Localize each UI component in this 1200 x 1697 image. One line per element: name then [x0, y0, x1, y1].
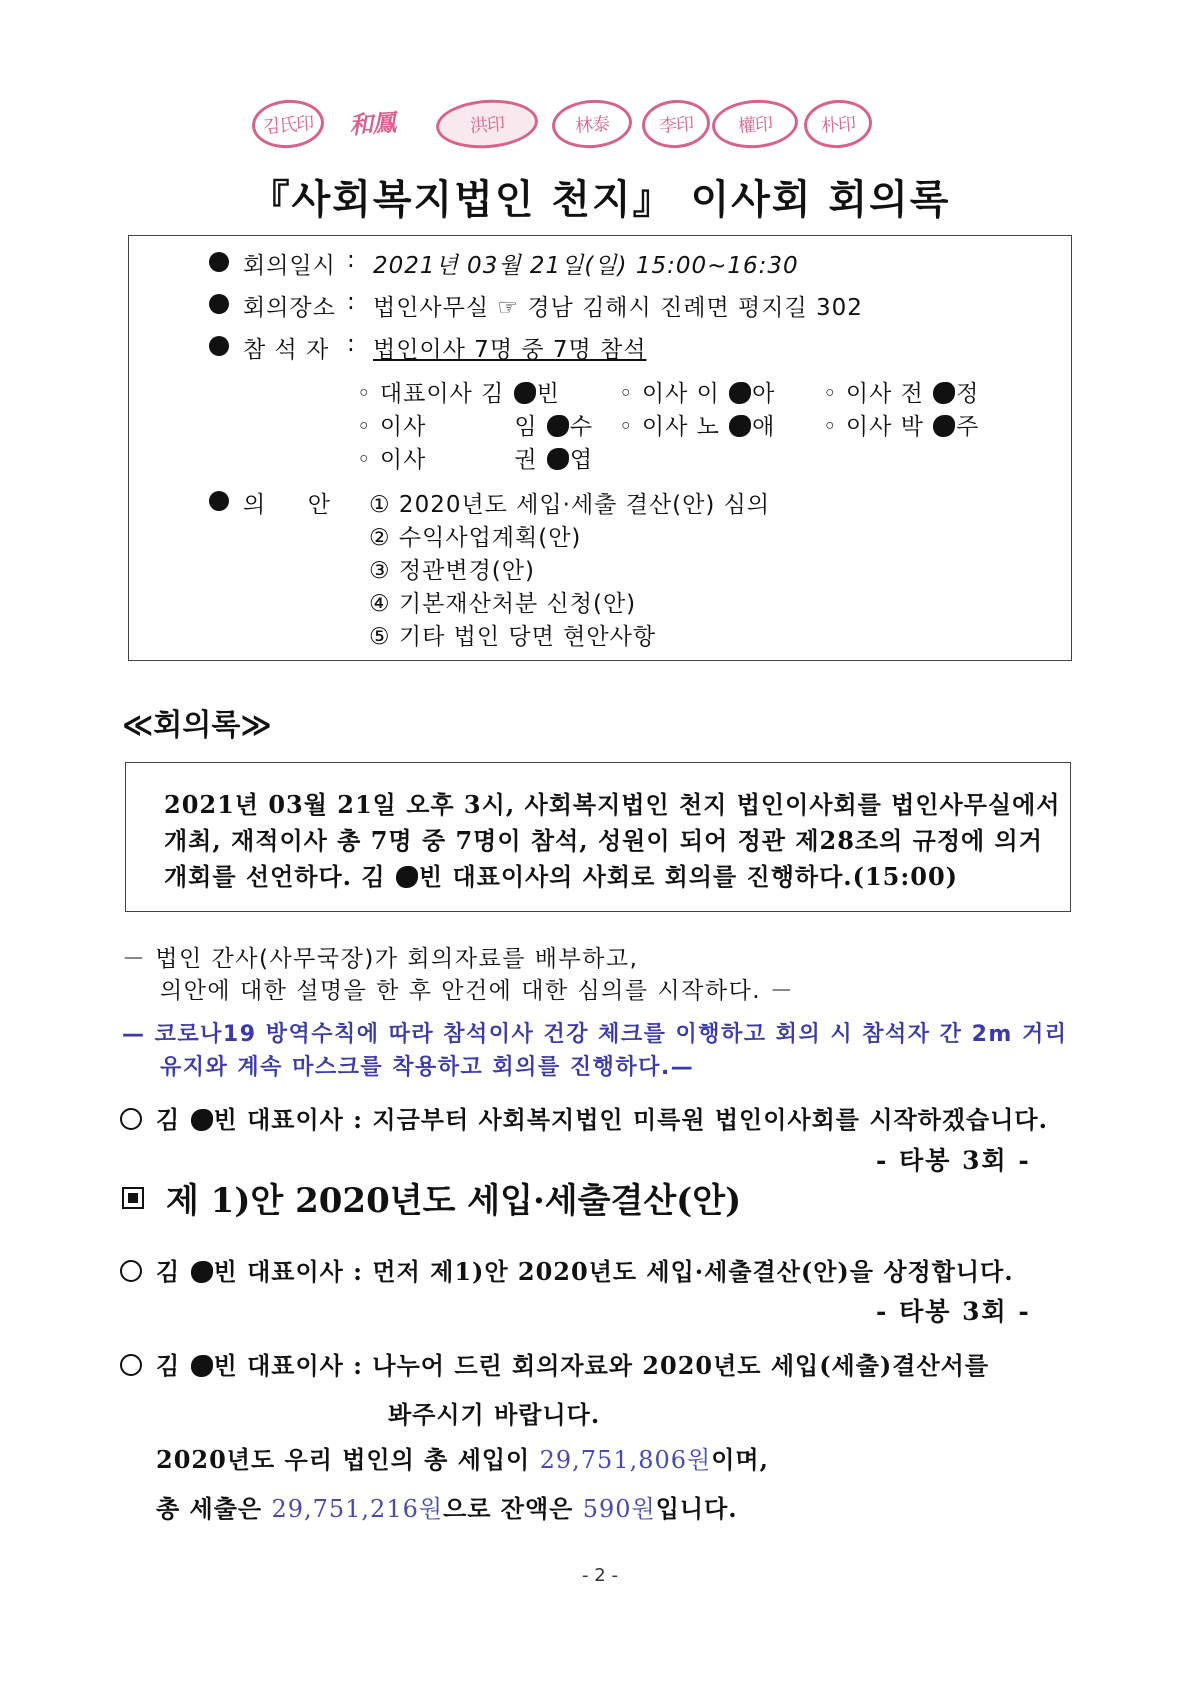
balance-amount: 590원: [582, 1495, 656, 1523]
note-line: 의안에 대한 설명을 한 후 안건에 대한 심의를 시작하다. －: [160, 978, 795, 1004]
covid-note: 유지와 계속 마스크를 착용하고 회의를 진행하다.—: [160, 1055, 695, 1080]
agenda-item: ③ 정관변경(안): [369, 558, 535, 584]
income-line: 2020년도 우리 법인의 총 세입이 29,751,806원이며,: [156, 1445, 769, 1474]
minutes-heading: ≪회의록≫: [122, 708, 272, 743]
attendee: ◦ 이사 박 주: [823, 414, 980, 440]
seal-stamp: 李印: [640, 98, 711, 151]
redaction-mark: [514, 382, 536, 404]
opening-summary-box: [125, 762, 1071, 912]
speech-line: 김 빈 대표이사 : 먼저 제1)안 2020년도 세입·세출결산(안)을 상정합니다.: [120, 1252, 1014, 1287]
summary-line: 2021년 03월 21일 오후 3시, 사회복지법인 천지 법인이사회를 법인사무실에서: [164, 790, 1061, 819]
attendee: ◦ 이사 노 애: [619, 414, 776, 440]
seal-stamp: 洪印: [434, 97, 539, 152]
square-bullet-icon: [122, 1187, 144, 1209]
expense-amount: 29,751,216원: [271, 1495, 444, 1523]
redaction-mark: [933, 415, 955, 437]
attendee: ◦ 이사 이 아: [619, 381, 776, 407]
colon: :: [347, 289, 356, 315]
bullet-icon: [209, 294, 229, 314]
agenda-item: ② 수익사업계획(안): [369, 525, 582, 551]
redaction-mark: [191, 1261, 213, 1283]
speech-line: 김 빈 대표이사 : 지금부터 사회복지법인 미륵원 법인이사회를 시작하겠습니다.: [120, 1100, 1048, 1135]
redaction-mark: [191, 1109, 213, 1131]
attendee: ◦ 이사 임 수: [357, 414, 594, 440]
place-label: 회의장소: [243, 295, 336, 321]
attendees-label: 참 석 자: [243, 337, 330, 363]
circle-bullet-icon: [120, 1108, 142, 1130]
agenda-item: ① 2020년도 세입·세출 결산(안) 심의: [369, 492, 771, 518]
date-value: 2021년 03월 21일(일) 15:00~16:30: [373, 253, 799, 279]
redaction-mark: [191, 1355, 213, 1377]
redaction-mark: [396, 866, 418, 888]
expense-line: 총 세출은 29,751,216원으로 잔액은 590원입니다.: [156, 1494, 738, 1523]
circle-bullet-icon: [120, 1354, 142, 1376]
speech-line: 김 빈 대표이사 : 나누어 드린 회의자료와 2020년도 세입(세출)결산서를: [120, 1346, 989, 1381]
seal-stamp: 朴印: [802, 98, 873, 151]
agenda-item-heading: 제 1)안 2020년도 세입·세출결산(안): [122, 1173, 741, 1222]
bullet-icon: [209, 336, 229, 356]
attendee: ◦ 이사 전 정: [823, 381, 980, 407]
seal-row: [0, 92, 1200, 152]
page-title: 『사회복지법인 천지』 이사회 회의록: [249, 177, 951, 223]
attendee: ◦ 대표이사 김 빈: [357, 381, 560, 407]
summary-line: 개최, 재적이사 총 7명 중 7명이 참석, 성원이 되어 정관 제28조의 규정에 의거: [164, 826, 1043, 855]
seal-stamp: 김氏印: [250, 98, 325, 151]
gavel-note: - 타봉 3회 -: [876, 1297, 1031, 1326]
circle-bullet-icon: [120, 1260, 142, 1282]
redaction-mark: [933, 382, 955, 404]
page-number: - 2 -: [582, 1565, 618, 1586]
colon: :: [347, 331, 356, 357]
agenda-item: ④ 기본재산처분 신청(안): [369, 591, 637, 617]
redaction-mark: [729, 382, 751, 404]
place-value: 법인사무실 ☞ 경남 김해시 진례면 평지길 302: [373, 295, 863, 321]
gavel-note: - 타봉 3회 -: [876, 1146, 1031, 1175]
attendee: ◦ 이사 권 엽: [357, 447, 594, 473]
attendees-value: 법인이사 7명 중 7명 참석: [373, 337, 647, 363]
colon: :: [347, 247, 356, 273]
redaction-mark: [729, 415, 751, 437]
agenda-label: 의 안: [243, 492, 331, 518]
income-amount: 29,751,806원: [539, 1446, 712, 1474]
speech-continuation: 봐주시기 바랍니다.: [388, 1400, 601, 1429]
seal-stamp: 權印: [710, 97, 799, 151]
seal-signature: 和鳳: [348, 106, 397, 140]
redaction-mark: [547, 448, 569, 470]
seal-stamp: 林泰: [550, 97, 633, 150]
meeting-info-box: [128, 235, 1072, 661]
bullet-icon: [209, 491, 229, 511]
note-line: － 법인 간사(사무국장)가 회의자료를 배부하고,: [122, 946, 639, 972]
summary-line: 개회를 선언하다. 김 빈 대표이사의 사회로 회의를 진행하다.(15:00): [164, 862, 958, 891]
agenda-item: ⑤ 기타 법인 당면 현안사항: [369, 624, 657, 650]
date-label: 회의일시: [243, 253, 336, 279]
bullet-icon: [209, 252, 229, 272]
covid-note: — 코로나19 방역수칙에 따라 참석이사 건강 체크를 이행하고 회의 시 참석자 간 2m 거리: [122, 1022, 1068, 1047]
redaction-mark: [547, 415, 569, 437]
